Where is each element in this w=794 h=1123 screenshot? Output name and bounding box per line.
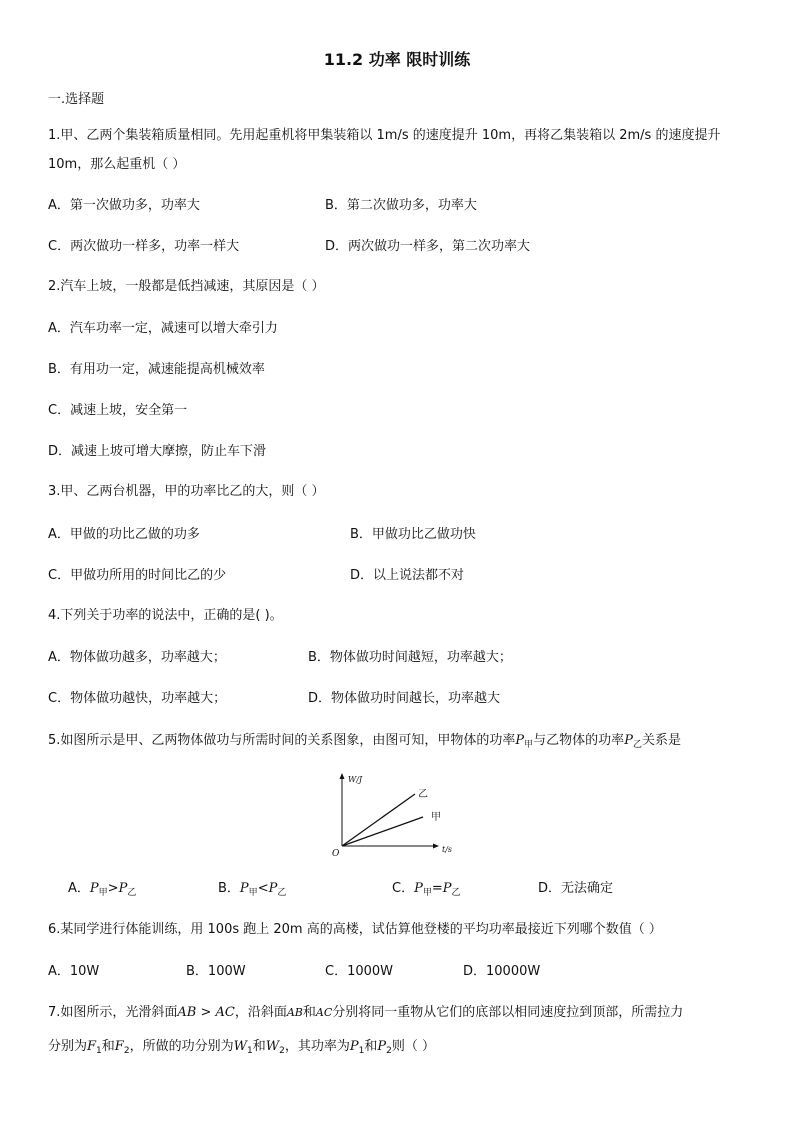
q4-option-a[interactable]: A．物体做功越多，功率越大；: [48, 650, 226, 665]
q6-option-a[interactable]: A．10W: [48, 964, 100, 979]
q5-p-symbol: P: [442, 881, 452, 896]
q5-option-a[interactable]: [68, 880, 136, 899]
q7-f-symbol: F: [87, 1039, 97, 1054]
q5-option-a-prefix: A．: [68, 881, 90, 896]
q5-stem-prefix: 5.如图所示是甲、乙两物体做功与所需时间的关系图象，由图可知，甲物体的功率: [48, 733, 516, 748]
q5-option-c-prefix: C．: [392, 881, 415, 896]
q5-line-yi-label: 乙: [418, 789, 428, 800]
q5-line-yi: [342, 794, 415, 846]
q7-sub-1: 1: [246, 1046, 253, 1056]
q7-text-2a: 分别为: [48, 1039, 88, 1054]
q1-option-d[interactable]: D．两次做功一样多，第二次功率大: [325, 239, 531, 254]
q6-option-b[interactable]: B．100W: [186, 964, 246, 979]
q7-text-2d: 则（ ）: [391, 1039, 435, 1054]
q5-option-c-op: =: [431, 881, 443, 896]
q5-sub-jia: 甲: [98, 888, 108, 898]
q2-option-b[interactable]: B．有用功一定，减速能提高机械效率: [48, 362, 265, 377]
q7-w-symbol: W: [265, 1039, 280, 1054]
q1-option-c[interactable]: C．两次做功一样多，功率一样大: [48, 239, 240, 254]
q7-text-2b: ，所做的功分别为: [129, 1039, 234, 1054]
q2-stem: 2.汽车上坡，一般都是低挡减速，其原因是（ ）: [48, 279, 325, 294]
q7-he: 和: [302, 1005, 316, 1020]
q5-y-axis-arrow: [340, 773, 345, 779]
q7-sub-1: 1: [358, 1046, 365, 1056]
q5-sub-jia: 甲: [248, 888, 258, 898]
q4-option-c[interactable]: C．物体做功越快，功率越大；: [48, 691, 227, 706]
q5-p-symbol: P: [118, 881, 128, 896]
q7-ab: AB: [286, 1006, 303, 1019]
q5-p-symbol: P: [89, 881, 99, 896]
q5-option-b-prefix: B．: [218, 881, 240, 896]
q2-option-d[interactable]: D．减速上坡可增大摩擦，防止车下滑: [48, 444, 267, 459]
q1-stem-line2: 10m，那么起重机（ ）: [48, 157, 186, 172]
q1-option-a[interactable]: A．第一次做功多，功率大: [48, 198, 200, 213]
q5-x-axis-label: t/s: [442, 845, 453, 854]
q3-option-d[interactable]: D．以上说法都不对: [350, 568, 465, 583]
q5-option-d[interactable]: D．无法确定: [538, 881, 614, 896]
q7-p-symbol: P: [377, 1039, 387, 1054]
q7-f-symbol: F: [114, 1039, 124, 1054]
q5-sub-jia: 甲: [422, 888, 432, 898]
q7-text-1c: 分别将同一重物从它们的底部以相同速度拉到顶部，所需拉力: [332, 1005, 684, 1020]
q7-stem-line2: [48, 1038, 435, 1057]
q5-option-c[interactable]: [392, 880, 461, 899]
q5-sub-yi: 乙: [277, 888, 287, 898]
q5-option-b[interactable]: [218, 880, 286, 899]
q7-sub-1: 1: [96, 1046, 102, 1056]
q5-stem-suffix: 关系是: [641, 733, 681, 748]
q7-he: 和: [252, 1039, 266, 1054]
q5-x-axis-arrow: [433, 844, 439, 849]
section-heading: 一.选择题: [48, 92, 105, 107]
q7-inequality: AB > AC: [177, 1005, 235, 1020]
q5-line-jia-label: 甲: [431, 812, 441, 823]
q7-p-symbol: P: [349, 1039, 359, 1054]
q1-option-b[interactable]: B．第二次做功多，功率大: [325, 198, 477, 213]
q4-stem: 4.下列关于功率的说法中，正确的是( )。: [48, 608, 283, 623]
q5-line-jia: [342, 817, 423, 846]
q7-sub-2: 2: [123, 1046, 130, 1056]
q7-stem-line1: [48, 1004, 683, 1022]
q6-stem: 6.某同学进行体能训练，用 100s 跑上 20m 高的高楼，试估算他登楼的平均功率最接近下列哪个数值（ ）: [48, 922, 662, 937]
q7-sub-2: 2: [279, 1046, 285, 1056]
q7-text-1b: ，沿斜面: [234, 1005, 287, 1020]
q5-stem-mid: 与乙物体的功率: [533, 733, 625, 748]
q1-stem-line1: 1.甲、乙两个集装箱质量相同。先用起重机将甲集装箱以 1m/s 的速度提升 10m，再将乙集装箱以 2m/s 的速度提升: [48, 128, 721, 143]
q5-p-symbol: P: [239, 881, 249, 896]
q4-option-d[interactable]: D．物体做功时间越长，功率越大: [308, 691, 501, 706]
q5-work-time-graph: [326, 770, 466, 860]
q3-option-c[interactable]: C．甲做功所用的时间比乙的少: [48, 568, 227, 583]
q2-option-c[interactable]: C．减速上坡，安全第一: [48, 403, 188, 418]
q3-stem: 3.甲、乙两台机器，甲的功率比乙的大，则（ ）: [48, 484, 325, 499]
q7-text-1a: 7.如图所示，光滑斜面: [48, 1005, 178, 1020]
q5-option-a-op: >: [107, 881, 119, 896]
q3-option-a[interactable]: A．甲做的功比乙做的功多: [48, 527, 200, 542]
q5-p-symbol: P: [268, 881, 278, 896]
q5-y-axis-label: W/J: [348, 775, 363, 784]
q5-p-symbol: P: [414, 881, 423, 896]
q5-p-symbol: P: [624, 733, 633, 748]
q5-option-b-op: <: [257, 881, 269, 896]
q5-sub-yi: 乙: [127, 888, 137, 898]
q6-option-c[interactable]: C．1000W: [325, 964, 394, 979]
q2-option-a[interactable]: A．汽车功率一定，减速可以增大牵引力: [48, 321, 278, 336]
q7-text-2c: ，其功率为: [284, 1039, 350, 1054]
q5-sub-yi: 乙: [451, 888, 461, 898]
q5-sub-jia: 甲: [524, 740, 534, 750]
q5-sub-yi: 乙: [632, 740, 642, 750]
q7-he: 和: [364, 1039, 378, 1054]
q3-option-b[interactable]: B．甲做功比乙做功快: [350, 527, 476, 542]
q4-option-b[interactable]: B．物体做功时间越短，功率越大；: [308, 650, 512, 665]
q5-stem: [48, 732, 681, 751]
q7-w-symbol: W: [233, 1039, 247, 1054]
page-title: 11.2 功率 限时训练: [323, 50, 471, 69]
q7-ac: AC: [315, 1006, 333, 1019]
q6-option-d[interactable]: D．10000W: [463, 964, 541, 979]
q7-sub-2: 2: [386, 1046, 392, 1056]
q5-origin-label: O: [332, 849, 340, 859]
q7-he: 和: [101, 1039, 115, 1054]
q5-p-symbol: P: [515, 733, 525, 748]
